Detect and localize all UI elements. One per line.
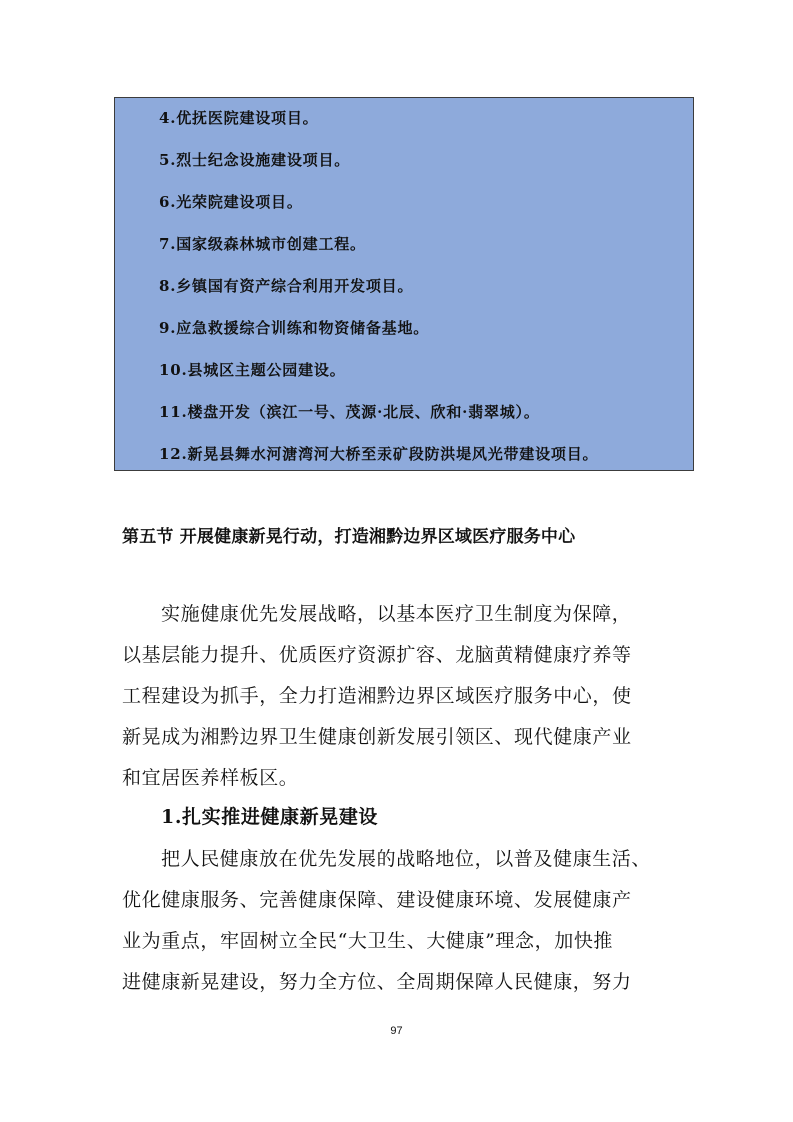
project-item-9: 9.应急救援综合训练和物资储备基地。 xyxy=(159,319,430,337)
intro-line-3: 工程建设为抓手，全力打造湘黔边界区域医疗服务中心，使 xyxy=(122,685,632,707)
sub-line-1: 把人民健康放在优先发展的战略地位，以普及健康生活、 xyxy=(161,848,652,870)
project-item-4: 4.优抚医院建设项目。 xyxy=(159,109,319,127)
intro-line-4: 新晃成为湘黔边界卫生健康创新发展引领区、现代健康产业 xyxy=(122,726,632,748)
intro-line-5: 和宜居医养样板区。 xyxy=(122,767,299,789)
intro-line-1: 实施健康优先发展战略，以基本医疗卫生制度为保障， xyxy=(161,603,632,625)
sub-line-3: 业为重点，牢固树立全民“大卫生、大健康”理念，加快推 xyxy=(122,930,614,952)
project-list-box xyxy=(114,97,694,471)
page-number: 97 xyxy=(390,1025,403,1037)
project-item-8: 8.乡镇国有资产综合利用开发项目。 xyxy=(159,277,414,295)
project-item-7: 7.国家级森林城市创建工程。 xyxy=(159,235,366,253)
project-item-12: 12.新晃县舞水河溏湾河大桥至汞矿段防洪堤风光带建设项目。 xyxy=(159,445,599,463)
project-item-5: 5.烈士纪念设施建设项目。 xyxy=(159,151,351,169)
subheading-health-xinhuang: 1.扎实推进健康新晃建设 xyxy=(161,806,379,828)
project-item-11: 11.楼盘开发（滨江一号、茂源·北辰、欣和·翡翠城）。 xyxy=(159,403,540,421)
sub-line-2: 优化健康服务、完善健康保障、建设健康环境、发展健康产 xyxy=(122,889,632,911)
sub-line-4: 进健康新晃建设，努力全方位、全周期保障人民健康，努力 xyxy=(122,971,632,993)
project-item-6: 6.光荣院建设项目。 xyxy=(159,193,303,211)
section-title: 第五节 开展健康新晃行动，打造湘黔边界区域医疗服务中心 xyxy=(122,527,576,547)
intro-line-2: 以基层能力提升、优质医疗资源扩容、龙脑黄精健康疗养等 xyxy=(122,644,632,666)
project-item-10: 10.县城区主题公园建设。 xyxy=(159,361,346,379)
